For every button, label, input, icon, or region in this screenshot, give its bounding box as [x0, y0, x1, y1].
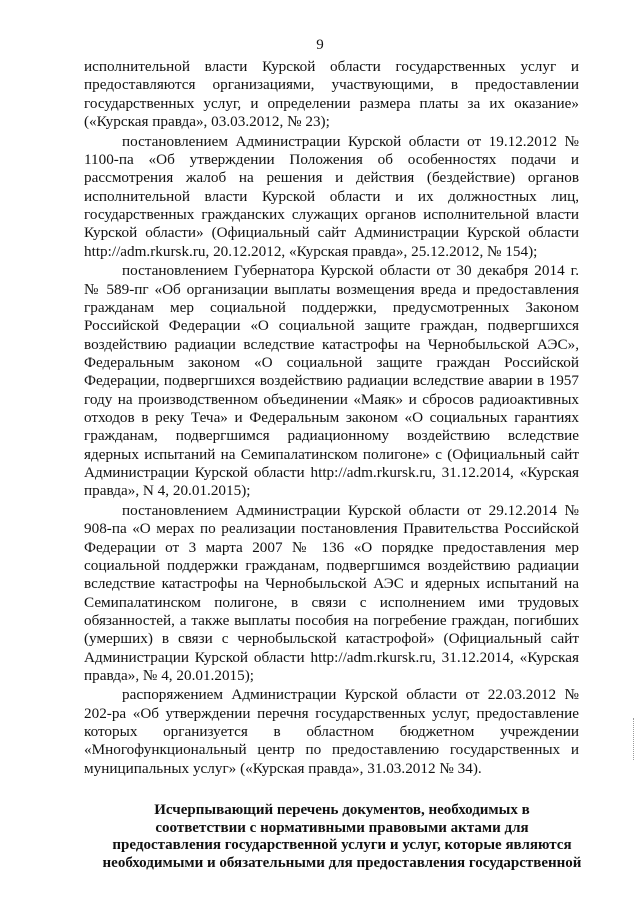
paragraph-5: распоряжением Администрации Курской области от 22.03.2012 № 202-ра «Об утверждении перечня государственных услуг, предоставление которых организуется в областном бюджетном учреждении «Многофункциональный центр по предоставлению государственных и муниципальных услуг» («Курская правда», 31.03.2012 № 34). — [84, 686, 579, 777]
section-heading-line-3: предоставления государственной услуги и услуг, которые являются — [112, 837, 572, 853]
section-heading-line-1: Исчерпывающий перечень документов, необходимых в — [154, 802, 530, 818]
section-heading — [92, 802, 592, 872]
page-number: 9 — [316, 37, 324, 53]
body-text — [84, 58, 579, 779]
paragraph-3: постановлением Губернатора Курской области от 30 декабря 2014 г. № 589-пг «Об организации выплаты возмещения вреда и предоставления гражданам мер социальной поддержки, предусмотренных Законом Российской Федерации «О социальной защите граждан, подвергшихся воздействию радиации вследствие катастрофы на Чернобыльской АЭС», Федеральным законом «О социальной защите граждан Российской Федерации, подвергшихся воздействию радиации вследствие аварии в 1957 году на производственном объединении «Маяк» и сбросов радиоактивных отходов в реку Теча» и Федеральным законом «О социальных гарантиях гражданам, подвергшимся радиационному воздействию вследствие ядерных испытаний на Семипалатинском полигоне» с (Официальный сайт Администрации Курской области http://adm.rkursk.ru, 31.12.2014, «Курская правда», N 4, 20.01.2015); — [84, 262, 579, 500]
paragraph-4: постановлением Администрации Курской области от 29.12.2014 № 908-па «О мерах по реализации постановления Правительства Российской Федерации от 3 марта 2007 № 136 «О порядке предоставления мер социальной поддержки гражданам, подвергшимся воздействию радиации вследствие катастрофы на Чернобыльской АЭС и ядерных испытаний на Семипалатинском полигоне, в связи с исполнением ими трудовых обязанностей, а также выплаты пособия на погребение граждан, погибших (умерших) в связи с чернобыльской катастрофой» (Официальный сайт Администрации Курской области http://adm.rkursk.ru, 31.12.2014, «Курская правда», № 4, 20.01.2015); — [84, 501, 579, 684]
paragraph-2: постановлением Администрации Курской области от 19.12.2012 № 1100-па «Об утверждении Положения об особенностях подачи и рассмотрения жалоб на решения и действия (бездействие) органов исполнительной власти Курской области и их должностных лиц, государственных гражданских служащих органов исполнительной власти Курской области» (Официальный сайт Администрации Курской области http://adm.rkursk.ru, 20.12.2012, «Курская правда», 25.12.2012, № 154); — [84, 132, 579, 260]
paragraph-1: исполнительной власти Курской области государственных услуг и предоставляются организациями, участвующими, в предоставлении государственных услуг, и определении размера платы за их оказание» («Курская правда», 03.03.2012, № 23); — [84, 58, 579, 131]
scan-edge-mark — [632, 718, 634, 760]
section-heading-line-4: необходимыми и обязательными для предоставления государственной — [102, 854, 582, 871]
section-heading-line-2: соответствии с нормативными правовыми актами для — [155, 819, 529, 836]
